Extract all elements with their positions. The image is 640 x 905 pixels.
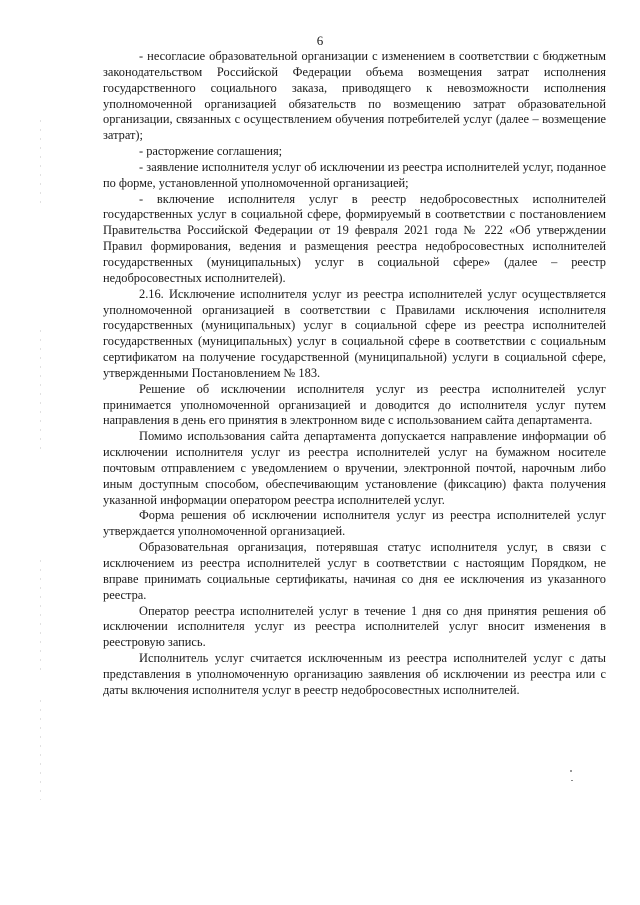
page-number: 6	[316, 33, 324, 48]
paragraph-operator: Оператор реестра исполнителей услуг в течение 1 дня со дня принятия решения об исключении исполнителя услуг из реестра исполнителей услуг вносит изменения в реестровую запись.	[103, 603, 606, 650]
scan-edge-mark	[40, 560, 41, 670]
paragraph-inclusion-registry: - включение исполнителя услуг в реестр недобросовестных исполнителей государственных услуг в социальной сфере, формируемый в соответствии с постановлением Правительства Российской Федерации от 19 февраля 2021 года № 222 «Об утверждении Правил формирования, ведения и размещения реестра недобросовестных исполнителей государственных (муниципальных) услуг в социальной сфере» (далее – реестр недобросовестных исполнителей).	[103, 191, 606, 285]
scan-speck	[571, 780, 573, 781]
scan-speck	[570, 770, 572, 772]
paragraph-notification: Помимо использования сайта департамента допускается направление информации об исключении исполнителя услуг из реестра исполнителей услуг на бумажном носителе почтовым отправлением с уведомлением о вручении, электронной почтой, нарочным либо иным доступным способом, обеспечивающим установление (фиксацию) факта получения указанной информации оператором реестра исполнителей услуг.	[103, 429, 606, 507]
paragraph-2-16: 2.16. Исключение исполнителя услуг из реестра исполнителей услуг осуществляется уполномоченной организацией в соответствии с Правилами исключения исполнителя государственных (муниципальных) услуг в социальной сфере из реестра исполнителей государственных (муниципальных) услуг в социальной сфере в соответствии с социальным сертификатом на получение государственной (муниципальной) услуги в социальной сфере, утвержденными Постановлением № 183.	[103, 286, 606, 380]
paragraph-decision: Решение об исключении исполнителя услуг из реестра исполнителей услуг принимается уполномоченной организацией и доводится до исполнителя услуг путем направления в день его принятия в электронном виде с использованием сайта департамента.	[103, 381, 606, 428]
paragraph-lost-status: Образовательная организация, потерявшая статус исполнителя услуг, в связи с исключением из реестра исполнителей услуг в соответствии с настоящим Порядком, не вправе принимать социальные сертификаты, начиная со дня ее исключения из указанного реестра.	[103, 540, 606, 602]
scan-edge-mark	[40, 700, 41, 800]
scan-edge-mark	[40, 330, 41, 450]
paragraph-disagreement: - несогласие образовательной организации с изменением в соответствии с бюджетным законодательством Российской Федерации объема возмещения затрат исполнения государственного социального заказа, приводящего к невозможности исполнения уполномоченной организацией обязательств по возмещению затрат образовательной организации, связанных с осуществлением обучения потребителей услуг (далее – возмещение затрат);	[103, 49, 606, 143]
scan-edge-mark	[40, 120, 41, 210]
paragraph-excluded: Исполнитель услуг считается исключенным из реестра исполнителей услуг с даты представления в уполномоченную организацию заявления об исключении из реестра или с даты включения исполнителя услуг в реестр недобросовестных исполнителей.	[103, 651, 606, 697]
document-body	[103, 49, 606, 699]
paragraph-application: - заявление исполнителя услуг об исключении из реестра исполнителей услуг, поданное по форме, установленной уполномоченной организацией;	[103, 159, 606, 190]
paragraph-form: Форма решения об исключении исполнителя услуг из реестра исполнителей услуг утверждается уполномоченной организацией.	[103, 508, 606, 539]
paragraph-termination: - расторжение соглашения;	[139, 144, 283, 159]
